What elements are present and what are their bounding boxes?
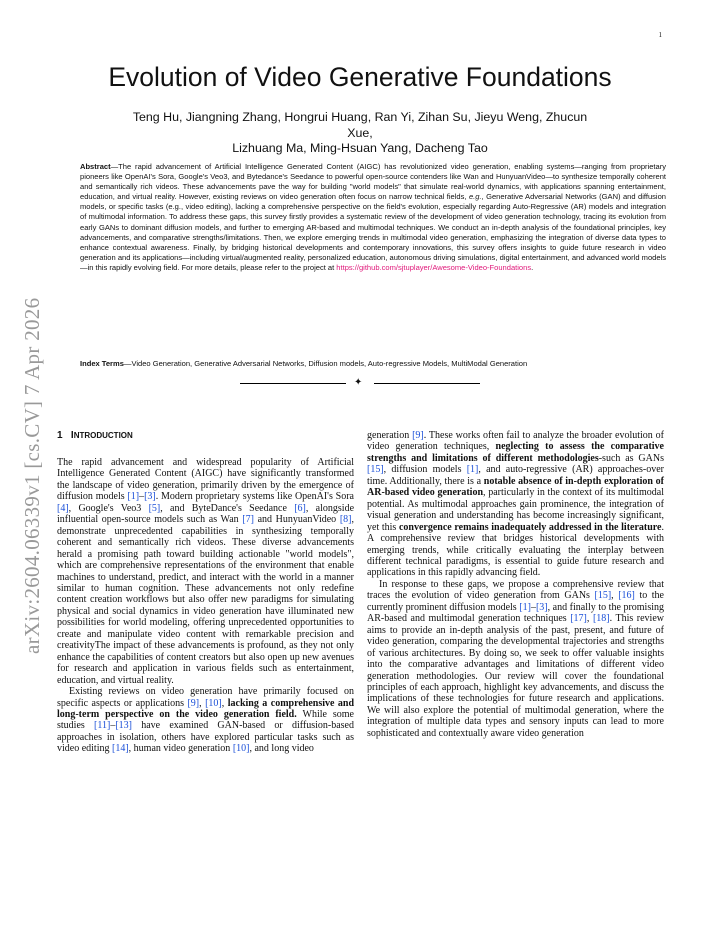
text-run: , and auto-regressive (AR) approaches-over time. Additionally, there is a: [367, 464, 664, 487]
citation-link[interactable]: [17]: [570, 613, 587, 625]
abstract-text-b: , Generative Adversarial Networks (GAN) and diffusion models, or specific tasks (e.g., video editing), lacking a comprehensive perspective on the field's evolution, especially regarding Auto-Regressive (AR) models and integration of multimodal information. To address these gaps, this survey firstly provides a systematic review of the development of video generation technology, tracing its evolution from early GANs to dominant diffusion models, and further to emerging AR-based and multimodal techniques. We conduct an in-depth analysis of the foundational principles, key advancements, and comparative strengths/limitations. Then, we explore emerging trends in multimodal video generation, emphasizing the integration of diverse data types to enhance contextual awareness. Finally, by bridging historical developments and contemporary innovations, this survey offers insights to guide future research in video generation and its applications—including virtual/augmented reality, personalized education, autonomous driving simulations, digital entertainment, and advanced world models—in this rapidly evolving field. For more details, please refer to the project at: [80, 192, 666, 272]
text-run: , particularly in the context of its multimodal potential. As multimodal approaches gain prominence, the integration of visual generation and understanding has become increasingly significant, yet this: [367, 487, 664, 533]
text-run: , Google's Veo3: [68, 502, 149, 514]
abstract: [80, 162, 666, 273]
text-run: The rapid advancement and widespread popularity of Artificial Intelligence Generated Content (AIGC) have significantly transformed the landscape of video generation, primarily driven by the emergence of diffusion models: [57, 457, 354, 503]
citation-link[interactable]: [4]: [57, 502, 69, 514]
section-title-rest: NTRODUCTION: [73, 431, 133, 440]
page-number: 1: [658, 31, 662, 39]
bold-text: convergence remains inadequately addressed in the literature: [398, 521, 662, 533]
text-run: , and long video: [249, 743, 314, 755]
text-run: , demonstrate unprecedented capabilities in synthesizing temporally coherent and semantically rich videos. These diverse advancements herald a promising path toward building actionable "world models", which are comprehensive representations of the environment that enable machines to understand, predict, and interact with the world in a manner similar to human cognition. These advancements not only redefine content creation workflows but also offer new paradigms for simulating physical and social dynamics in video generation have illuminated new possibilities for world modeling, offering unprecedented opportunities to create and manipulate video content with remarkable precision and creativityThe impact of these advancements is profound, as they not only enhance the capabilities of content creators but also open up new avenues for research and application in various fields such as entertainment, education, and virtual reality.: [57, 514, 354, 686]
project-link[interactable]: https://github.com/sjtuplayer/Awesome-Video-Foundations: [336, 262, 532, 272]
section-first-letter: I: [70, 430, 74, 441]
text-run: . A comprehensive review that bridges historical developments with emerging trends, while critically evaluating the interplay between different technical paradigms, is essential to guide future research and applications in this rapidly advancing field.: [367, 521, 664, 579]
citation-link[interactable]: [5]: [148, 502, 161, 514]
citation-link[interactable]: [7]: [242, 514, 254, 526]
left-column: [57, 430, 354, 755]
citation-link[interactable]: [15]: [367, 464, 384, 476]
bold-text: lacking a comprehensive and long-term perspective on the video generation field.: [57, 697, 355, 720]
text-run: and HunyuanVideo: [253, 514, 340, 526]
text-run: ,: [586, 613, 593, 625]
text-run: have examined GAN-based or diffusion-based approaches in isolation, others have explored particular tasks such as video editing: [57, 720, 354, 755]
text-run: –: [530, 601, 536, 613]
citation-link[interactable]: [14]: [112, 743, 129, 755]
text-run: , and finally to the promising AR-based and multimodal generation techniques: [367, 601, 665, 625]
text-run: ,: [199, 697, 206, 709]
citation-link[interactable]: [1]: [127, 491, 140, 503]
paragraph: [367, 430, 664, 579]
text-run: –: [139, 491, 145, 503]
citation-link[interactable]: [10]: [205, 697, 222, 709]
text-run: generation: [367, 430, 413, 441]
author-line-2: Lizhuang Ma, Ming-Hsuan Yang, Dacheng Tao: [232, 141, 488, 155]
citation-link[interactable]: [9]: [187, 697, 200, 709]
divider-line-left: [240, 383, 346, 384]
paragraph: [57, 457, 354, 686]
divider-line-right: [374, 383, 480, 384]
abstract-eg: e.g.: [468, 192, 482, 202]
right-column: [367, 430, 664, 739]
citation-link[interactable]: [8]: [339, 514, 352, 526]
citation-link[interactable]: [16]: [618, 590, 635, 602]
text-run: , alongside influential open-source models such as Wan: [57, 502, 355, 526]
citation-link[interactable]: [6]: [294, 502, 306, 514]
text-run: In response to these gaps, we propose a comprehensive review that traces the evolution of video generation from GANs: [367, 578, 664, 602]
text-run: . Modern proprietary systems like OpenAI's Sora: [155, 491, 354, 503]
citation-link[interactable]: [18]: [592, 613, 610, 625]
abstract-dash: —: [110, 162, 119, 171]
section-heading: [57, 430, 354, 442]
citation-link[interactable]: [15]: [594, 590, 612, 602]
citation-link[interactable]: [9]: [412, 430, 424, 441]
text-run: While some studies: [57, 708, 354, 732]
text-run: . These works often fail to analyze the broader evolution of video generation techniques,: [367, 430, 664, 453]
abstract-label: Abstract: [80, 162, 111, 171]
text-run: -such as GANs: [598, 452, 664, 464]
citation-link[interactable]: [3]: [144, 491, 156, 503]
arxiv-watermark: arXiv:2604.06339v1 [cs.CV] 7 Apr 2026: [20, 297, 44, 654]
text-run: ,: [611, 590, 619, 602]
index-terms-label: Index Terms: [80, 359, 124, 368]
index-terms: [80, 359, 666, 369]
citation-link[interactable]: [1]: [466, 464, 479, 476]
text-run: , diffusion models: [383, 464, 467, 476]
author-list: [120, 110, 600, 157]
abstract-end: .: [531, 262, 534, 272]
paper-title: Evolution of Video Generative Foundations: [108, 62, 612, 92]
diamond-ornament-icon: ✦: [354, 377, 363, 388]
citation-link[interactable]: [1]: [519, 601, 531, 613]
abstract-text-a: The rapid advancement of Artificial Intelligence Generated Content (AIGC) has revolutionized video generation, enabling systems—ranging from proprietary pioneers like OpenAI's Sora, Google's Veo3, and Bytedance's Seedance to powerful open-source contenders like Wan and HunyuanVideo—to synthesize temporally coherent and semantically rich videos. These advancements pave the way for building "world models" that simulate real-world dynamics, with applications spanning entertainment, education, and virtual reality. However, existing reviews on video generation often focus on narrow technical fields,: [80, 162, 666, 202]
text-run: to the currently prominent diffusion models: [367, 590, 664, 613]
paragraph: [57, 686, 354, 755]
citation-link[interactable]: [11]: [94, 720, 111, 732]
text-run: ,: [221, 697, 228, 709]
citation-link[interactable]: [10]: [232, 743, 250, 755]
citation-link[interactable]: [3]: [535, 601, 548, 613]
paragraph: [367, 579, 664, 739]
author-line-1: Teng Hu, Jiangning Zhang, Hongrui Huang, Ran Yi, Zihan Su, Jieyu Weng, Zhucun Xue,: [132, 110, 588, 140]
text-run: –: [110, 720, 116, 732]
bold-text: notable absence of in-depth exploration of AR-based video generation: [367, 475, 665, 499]
text-run: , and ByteDance's Seedance: [160, 502, 295, 514]
section-divider: [240, 378, 480, 388]
citation-link[interactable]: [13]: [115, 720, 132, 732]
text-run: Existing reviews on video generation have primarily focused on specific aspects or applications: [57, 686, 354, 709]
section-number: 1: [57, 430, 63, 441]
text-run: . This review aims to provide an in-depth analysis of the past, present, and future of video generation, comparing the developmental trajectories and strengths of various architectures. By doing so, we seek to offer valuable insights into the comparative advantages and limitations of different video generation methodologies. Our review will cover the foundational principles of each approach, highlight key advancements, and discuss the implications of these technologies for future research and applications. We will also explore the potential of multimodal generation, where the integration of multiple data types and sensory inputs can lead to more sophisticated and contextually aware video generation: [367, 613, 664, 739]
index-terms-text: —Video Generation, Generative Adversarial Networks, Diffusion models, Auto-regressive Models, MultiModal Generation: [123, 359, 528, 368]
bold-text: neglecting to assess the comparative strengths and limitations of different methodologies: [367, 441, 664, 464]
text-run: , human video generation: [128, 743, 233, 755]
